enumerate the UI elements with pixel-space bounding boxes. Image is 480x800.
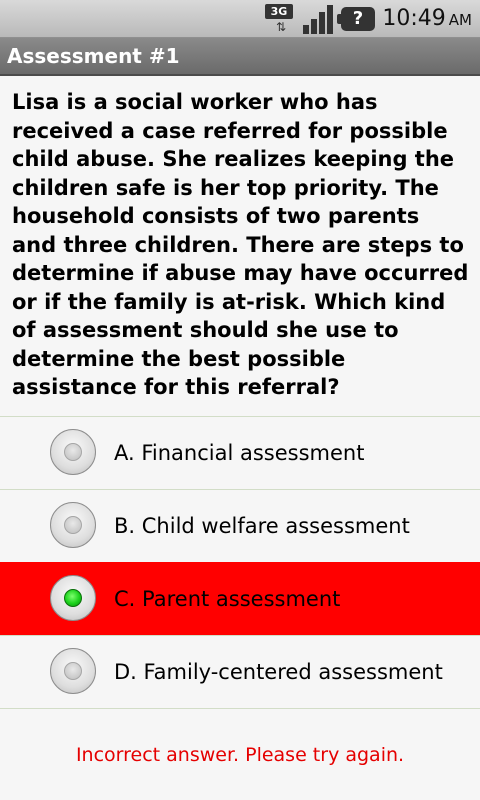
option-label-b: B. Child welfare assessment	[114, 514, 410, 538]
data-activity-icon: ⇅	[275, 20, 287, 34]
page-title: Assessment #1	[7, 44, 180, 68]
option-b[interactable]	[0, 489, 480, 562]
radio-button-b[interactable]	[50, 502, 96, 548]
divider	[0, 708, 480, 709]
title-bar	[0, 38, 480, 76]
option-d[interactable]	[0, 635, 480, 708]
radio-button-a[interactable]	[50, 429, 96, 475]
signal-bar	[319, 12, 325, 34]
network-3g-icon	[264, 4, 296, 34]
radio-dot-icon	[64, 589, 82, 607]
radio-dot-icon	[64, 443, 82, 461]
option-c[interactable]	[0, 562, 480, 635]
question-text: Lisa is a social worker who has received a case referred for possible child abuse. She realizes keeping the children safe is her top priority. The household consists of two parents and three children. There are steps to determine if abuse may have occurred or if the family is at-risk. Which kind of assessment should she use to determine the best possible assistance for this referral?	[12, 90, 469, 399]
signal-bar	[327, 5, 333, 34]
radio-button-d[interactable]	[50, 648, 96, 694]
option-label-c: C. Parent assessment	[114, 587, 341, 611]
clock-time: 10:49	[382, 6, 446, 31]
option-label-d: D. Family-centered assessment	[114, 660, 443, 684]
network-type-label: 3G	[265, 4, 293, 19]
battery-unknown-icon	[341, 7, 375, 31]
answer-options	[0, 416, 480, 709]
status-clock	[382, 4, 472, 34]
radio-button-c[interactable]	[50, 575, 96, 621]
clock-ampm: AM	[448, 11, 472, 29]
feedback-message: Incorrect answer. Please try again.	[75, 744, 405, 766]
option-a[interactable]	[0, 416, 480, 489]
battery-badge: ?	[352, 8, 364, 29]
radio-dot-icon	[64, 516, 82, 534]
radio-dot-icon	[64, 662, 82, 680]
status-bar	[0, 0, 480, 38]
signal-strength-icon	[301, 4, 335, 34]
signal-bar	[303, 25, 309, 34]
signal-bar	[311, 19, 317, 34]
option-label-a: A. Financial assessment	[114, 441, 365, 465]
